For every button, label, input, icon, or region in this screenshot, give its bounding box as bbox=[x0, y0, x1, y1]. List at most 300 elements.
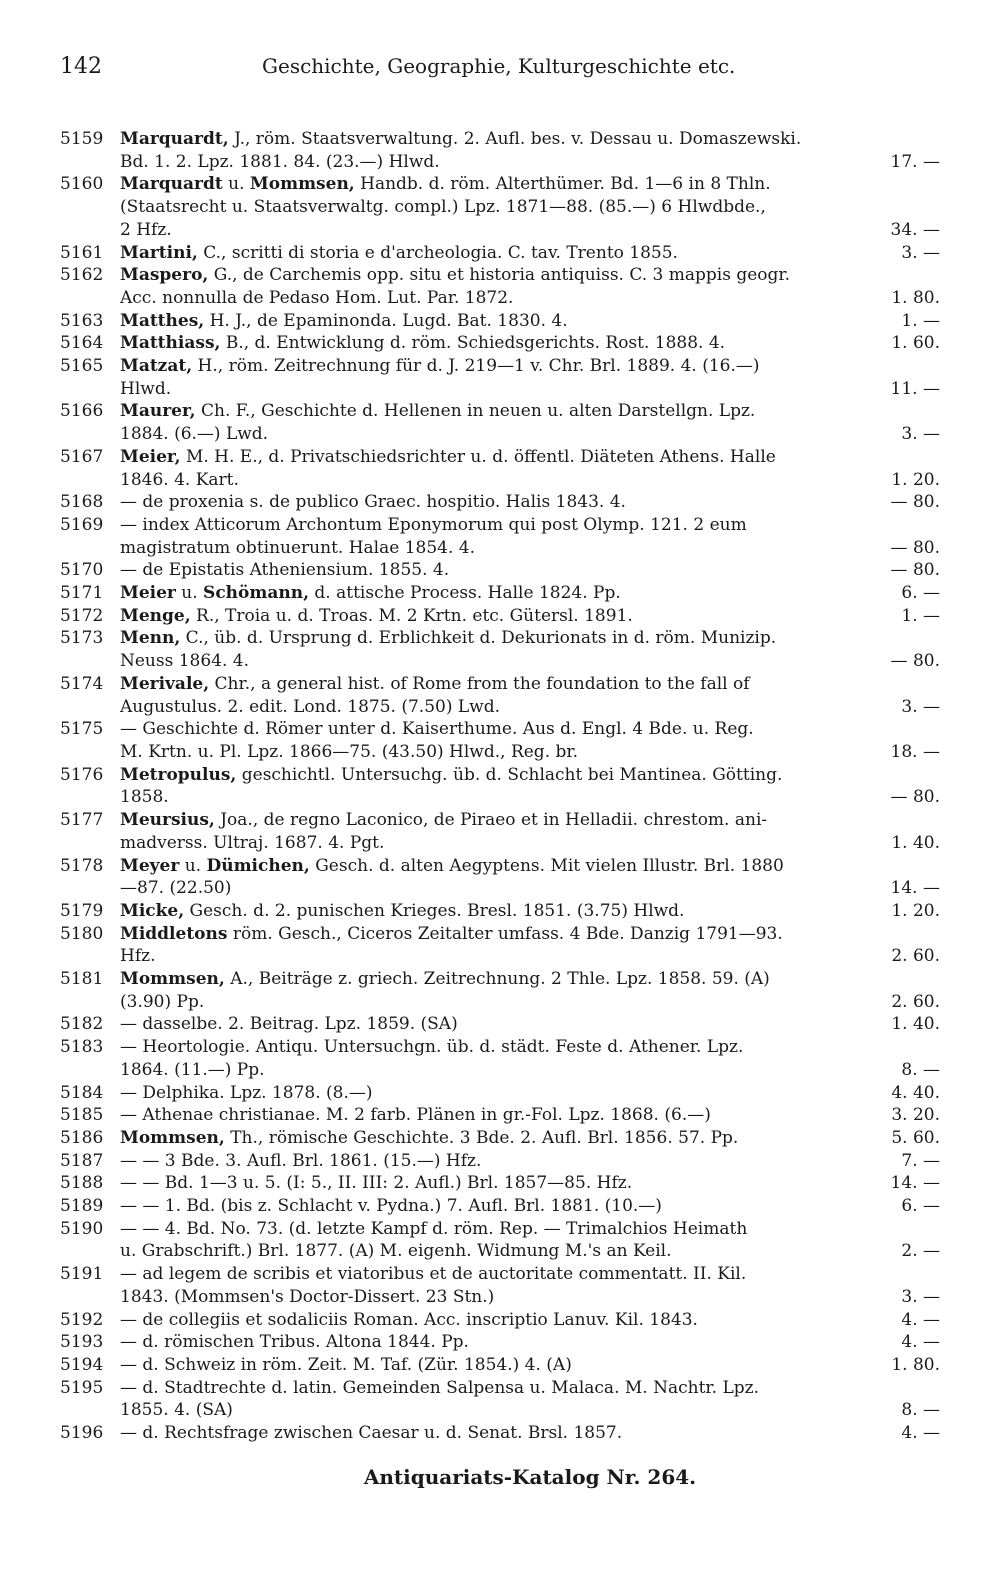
entry-text-segment: J., röm. Staatsverwaltung. 2. Aufl. bes. v. Dessau u. Domaszewski. bbox=[228, 129, 802, 149]
entry-description bbox=[120, 1422, 891, 1445]
entry-text bbox=[120, 900, 940, 923]
entry-line bbox=[120, 786, 940, 809]
entry-price: 6. — bbox=[901, 583, 940, 604]
entry-number: 5180 bbox=[60, 923, 104, 944]
entry-price: — 80. bbox=[890, 651, 940, 672]
entry-text-segment: — Heortologie. Antiqu. Untersuchgn. üb. d. städt. Feste d. Athener. Lpz. bbox=[120, 1037, 744, 1058]
entry-list bbox=[60, 128, 940, 1445]
entry-line bbox=[120, 696, 940, 719]
entry-description bbox=[120, 1354, 881, 1377]
entry-text bbox=[120, 1104, 940, 1127]
entry-description bbox=[120, 242, 891, 265]
entry-description bbox=[120, 1240, 891, 1263]
entry-description bbox=[120, 287, 881, 310]
catalog-entry bbox=[60, 1150, 940, 1173]
entry-description bbox=[120, 855, 940, 878]
catalog-entry bbox=[60, 491, 940, 514]
entry-line bbox=[120, 332, 940, 355]
entry-text-segment: — index Atticorum Archontum Eponymorum qui post Olymp. 121. 2 eum bbox=[120, 514, 747, 535]
entry-text bbox=[120, 1218, 940, 1263]
entry-number: 5161 bbox=[60, 242, 104, 263]
entry-text bbox=[120, 1127, 940, 1150]
entry-description bbox=[120, 764, 940, 787]
entry-text bbox=[120, 1309, 940, 1332]
entry-text-segment: — de proxenia s. de publico Graec. hospitio. Halis 1843. 4. bbox=[120, 492, 626, 513]
entry-line bbox=[120, 264, 940, 287]
entry-price: 1. 20. bbox=[891, 900, 940, 921]
entry-text bbox=[120, 605, 940, 628]
entry-text-segment: — Delphika. Lpz. 1878. (8.—) bbox=[120, 1082, 373, 1103]
catalog-entry bbox=[60, 1331, 940, 1354]
entry-text-segment: — d. Schweiz in röm. Zeit. M. Taf. (Zür. 1854.) 4. (A) bbox=[120, 1354, 572, 1375]
entry-number: 5194 bbox=[60, 1354, 104, 1375]
entry-line bbox=[120, 423, 940, 446]
entry-text-segment: M. H. E., d. Privatschiedsrichter u. d. öffentl. Diäteten Athens. Halle bbox=[180, 446, 776, 467]
entry-description bbox=[120, 923, 940, 946]
entry-price: 2. 60. bbox=[891, 946, 940, 967]
catalog-entry bbox=[60, 264, 940, 309]
entry-price: 2. 60. bbox=[891, 991, 940, 1012]
catalog-entry bbox=[60, 128, 940, 173]
entry-description bbox=[120, 1309, 891, 1332]
entry-text bbox=[120, 332, 940, 355]
entry-line bbox=[120, 514, 940, 537]
entry-line bbox=[120, 128, 940, 151]
entry-number: 5179 bbox=[60, 900, 104, 921]
entry-description bbox=[120, 446, 940, 469]
entry-line bbox=[120, 627, 940, 650]
entry-number: 5181 bbox=[60, 969, 104, 990]
catalog-entry bbox=[60, 173, 940, 241]
entry-text-segment: Chr., a general hist. of Rome from the foundation to the fall of bbox=[209, 673, 750, 694]
catalog-entry bbox=[60, 1309, 940, 1332]
entry-price: 14. — bbox=[890, 878, 940, 899]
entry-text-segment: C., üb. d. Ursprung d. Erblichkeit d. Dekurionats in d. röm. Munizip. bbox=[180, 628, 777, 649]
entry-text-segment: R., Troia u. d. Troas. M. 2 Krtn. etc. Gütersl. 1891. bbox=[190, 605, 633, 626]
entry-price: 1. 80. bbox=[891, 287, 940, 308]
entry-line bbox=[120, 1059, 940, 1082]
author-name: Matzat, bbox=[120, 356, 193, 377]
entry-number: 5185 bbox=[60, 1105, 104, 1126]
entry-price: 4. — bbox=[901, 1332, 940, 1353]
entry-line bbox=[120, 196, 940, 219]
catalog-entry bbox=[60, 310, 940, 333]
entry-description bbox=[120, 1218, 940, 1241]
entry-line bbox=[120, 1399, 940, 1422]
entry-line bbox=[120, 877, 940, 900]
entry-text-segment: — — 3 Bde. 3. Aufl. Brl. 1861. (15.—) Hfz. bbox=[120, 1150, 482, 1171]
entry-price: 4. — bbox=[901, 1309, 940, 1330]
entry-price: 1. 40. bbox=[891, 1014, 940, 1035]
entry-text-segment: — d. Stadtrechte d. latin. Gemeinden Salpensa u. Malaca. M. Nachtr. Lpz. bbox=[120, 1377, 759, 1398]
catalog-entry bbox=[60, 514, 940, 559]
entry-description bbox=[120, 469, 881, 492]
entry-text bbox=[120, 855, 940, 900]
entry-description bbox=[120, 491, 881, 514]
catalog-entry bbox=[60, 900, 940, 923]
entry-price: — 80. bbox=[890, 537, 940, 558]
catalog-entry bbox=[60, 627, 940, 672]
entry-text-segment: H. J., de Epaminonda. Lugd. Bat. 1830. 4. bbox=[204, 310, 568, 331]
entry-text bbox=[120, 582, 940, 605]
entry-text-segment: d. attische Process. Halle 1824. Pp. bbox=[309, 583, 621, 604]
entry-line bbox=[120, 310, 940, 333]
entry-text-segment: M. Krtn. u. Pl. Lpz. 1866—75. (43.50) Hlwd., Reg. br. bbox=[120, 741, 579, 762]
author-name: Maspero, bbox=[120, 265, 209, 286]
catalog-entry bbox=[60, 332, 940, 355]
catalog-entry bbox=[60, 1013, 940, 1036]
catalog-entry bbox=[60, 1354, 940, 1377]
entry-description bbox=[120, 809, 940, 832]
page-number: 142 bbox=[60, 54, 102, 79]
entry-line bbox=[120, 741, 940, 764]
entry-line bbox=[120, 1082, 940, 1105]
entry-text-segment: A., Beiträge z. griech. Zeitrechnung. 2 Thle. Lpz. 1858. 59. (A) bbox=[224, 969, 770, 990]
entry-text bbox=[120, 718, 940, 763]
catalog-entry bbox=[60, 242, 940, 265]
running-title: Geschichte, Geographie, Kulturgeschichte etc. bbox=[262, 54, 736, 78]
entry-description bbox=[120, 673, 940, 696]
entry-description bbox=[120, 718, 940, 741]
catalog-entry bbox=[60, 1263, 940, 1308]
entry-description bbox=[120, 537, 881, 560]
entry-price: 1. 80. bbox=[891, 1354, 940, 1375]
entry-description bbox=[120, 173, 940, 196]
entry-text-segment: u. bbox=[175, 583, 204, 604]
catalog-entry bbox=[60, 1127, 940, 1150]
entry-text-segment: röm. Gesch., Ciceros Zeitalter umfass. 4 Bde. Danzig 1791—93. bbox=[227, 923, 783, 944]
author-name: Middletons bbox=[120, 923, 228, 944]
author-name: Meier, bbox=[120, 446, 181, 467]
catalog-entry bbox=[60, 968, 940, 1013]
catalog-entry bbox=[60, 605, 940, 628]
entry-number: 5166 bbox=[60, 401, 104, 422]
catalog-entry bbox=[60, 559, 940, 582]
entry-description bbox=[120, 128, 940, 151]
entry-price: — 80. bbox=[890, 787, 940, 808]
author-name: Mommsen, bbox=[249, 174, 355, 195]
author-name: Menn, bbox=[120, 628, 181, 649]
entry-line bbox=[120, 400, 940, 423]
entry-text-segment: Joa., de regno Laconico, de Piraeo et in Helladii. chrestom. ani- bbox=[214, 810, 768, 831]
entry-number: 5190 bbox=[60, 1218, 104, 1239]
entry-description bbox=[120, 196, 940, 219]
entry-text-segment: — — 4. Bd. No. 73. (d. letzte Kampf d. röm. Rep. — Trimalchios Heimath bbox=[120, 1218, 748, 1239]
entry-price: — 80. bbox=[890, 492, 940, 513]
entry-description bbox=[120, 1286, 891, 1309]
catalog-entry bbox=[60, 1104, 940, 1127]
entry-text bbox=[120, 1082, 940, 1105]
entry-description bbox=[120, 310, 891, 333]
entry-text-segment: u. bbox=[179, 855, 207, 876]
entry-description bbox=[120, 627, 940, 650]
entry-description bbox=[120, 355, 940, 378]
entry-line bbox=[120, 968, 940, 991]
entry-description bbox=[120, 219, 881, 242]
entry-price: 1. — bbox=[901, 605, 940, 626]
entry-description bbox=[120, 151, 881, 174]
entry-price: 34. — bbox=[890, 219, 940, 240]
entry-line bbox=[120, 1172, 940, 1195]
entry-number: 5176 bbox=[60, 764, 104, 785]
entry-description bbox=[120, 559, 881, 582]
entry-price: 1. — bbox=[901, 310, 940, 331]
entry-number: 5191 bbox=[60, 1264, 104, 1285]
entry-text-segment: 1858. bbox=[120, 787, 169, 808]
author-name: Matthes, bbox=[120, 310, 205, 331]
entry-text bbox=[120, 1263, 940, 1308]
entry-description bbox=[120, 650, 881, 673]
catalog-footer: Antiquariats-Katalog Nr. 264. bbox=[363, 1464, 697, 1489]
entry-description bbox=[120, 832, 881, 855]
author-name: Mommsen, bbox=[120, 1127, 225, 1148]
author-name: Menge, bbox=[120, 605, 191, 626]
entry-description bbox=[120, 786, 881, 809]
entry-line bbox=[120, 764, 940, 787]
entry-text bbox=[120, 559, 940, 582]
entry-price: 4. 40. bbox=[891, 1082, 940, 1103]
entry-line bbox=[120, 1377, 940, 1400]
entry-price: 1. 40. bbox=[891, 832, 940, 853]
entry-text-segment: Hfz. bbox=[120, 946, 156, 967]
entry-line bbox=[120, 1309, 940, 1332]
author-name: Matthiass, bbox=[120, 333, 221, 354]
entry-text-segment: — Geschichte d. Römer unter d. Kaiserthume. Aus d. Engl. 4 Bde. u. Reg. bbox=[120, 719, 754, 740]
entry-line bbox=[120, 1104, 940, 1127]
entry-description bbox=[120, 945, 881, 968]
entry-number: 5172 bbox=[60, 605, 104, 626]
catalog-entry bbox=[60, 1422, 940, 1445]
entry-text-segment: u. bbox=[222, 174, 250, 195]
entry-text bbox=[120, 128, 940, 173]
entry-line bbox=[120, 1240, 940, 1263]
author-name: Marquardt, bbox=[120, 129, 229, 149]
author-name: Schömann, bbox=[203, 583, 310, 604]
entry-number: 5193 bbox=[60, 1332, 104, 1353]
entry-description bbox=[120, 741, 881, 764]
entry-text-segment: 1864. (11.—) Pp. bbox=[120, 1059, 265, 1080]
entry-text bbox=[120, 355, 940, 400]
entry-description bbox=[120, 1150, 891, 1173]
entry-description bbox=[120, 696, 891, 719]
entry-line bbox=[120, 1218, 940, 1241]
entry-description bbox=[120, 605, 891, 628]
entry-line bbox=[120, 378, 940, 401]
author-name: Mommsen, bbox=[120, 969, 225, 990]
entry-line bbox=[120, 219, 940, 242]
entry-number: 5187 bbox=[60, 1150, 104, 1171]
entry-text-segment: geschichtl. Untersuchg. üb. d. Schlacht bei Mantinea. Götting. bbox=[236, 764, 783, 785]
entry-description bbox=[120, 400, 940, 423]
entry-line bbox=[120, 900, 940, 923]
entry-number: 5188 bbox=[60, 1173, 104, 1194]
catalog-entry bbox=[60, 1377, 940, 1422]
author-name: Meyer bbox=[120, 855, 180, 876]
entry-text-segment: — — Bd. 1—3 u. 5. (I: 5., II. III: 2. Aufl.) Brl. 1857—85. Hfz. bbox=[120, 1173, 633, 1194]
entry-description bbox=[120, 1059, 891, 1082]
author-name: Meier bbox=[120, 583, 176, 604]
entry-price: 1. 60. bbox=[891, 333, 940, 354]
entry-text bbox=[120, 173, 940, 241]
author-name: Dümichen, bbox=[206, 855, 310, 876]
entry-text bbox=[120, 968, 940, 1013]
entry-text-segment: Th., römische Geschichte. 3 Bde. 2. Aufl. Brl. 1856. 57. Pp. bbox=[224, 1127, 739, 1148]
entry-text bbox=[120, 673, 940, 718]
entry-line bbox=[120, 650, 940, 673]
entry-text-segment: H., röm. Zeitrechnung für d. J. 219—1 v. Chr. Brl. 1889. 4. (16.—) bbox=[192, 356, 760, 377]
entry-number: 5183 bbox=[60, 1037, 104, 1058]
entry-text bbox=[120, 1195, 940, 1218]
entry-description bbox=[120, 877, 881, 900]
entry-text bbox=[120, 1013, 940, 1036]
entry-line bbox=[120, 1150, 940, 1173]
entry-number: 5178 bbox=[60, 855, 104, 876]
entry-line bbox=[120, 718, 940, 741]
page-header bbox=[60, 54, 940, 94]
author-name: Meursius, bbox=[120, 810, 215, 831]
entry-line bbox=[120, 582, 940, 605]
catalog-entry bbox=[60, 923, 940, 968]
entry-description bbox=[120, 1104, 881, 1127]
entry-description bbox=[120, 1127, 881, 1150]
author-name: Micke, bbox=[120, 900, 185, 921]
entry-line bbox=[120, 446, 940, 469]
entry-text bbox=[120, 1150, 940, 1173]
entry-text bbox=[120, 491, 940, 514]
entry-text bbox=[120, 1422, 940, 1445]
entry-text-segment: — dasselbe. 2. Beitrag. Lpz. 1859. (SA) bbox=[120, 1014, 458, 1035]
entry-text-segment: B., d. Entwicklung d. röm. Schiedsgerichts. Rost. 1888. 4. bbox=[220, 333, 726, 354]
entry-line bbox=[120, 923, 940, 946]
entry-text-segment: — ad legem de scribis et viatoribus et de auctoritate commentatt. II. Kil. bbox=[120, 1264, 747, 1285]
entry-text-segment: 1884. (6.—) Lwd. bbox=[120, 424, 269, 445]
entry-number: 5186 bbox=[60, 1127, 104, 1148]
entry-line bbox=[120, 991, 940, 1014]
entry-price: 2. — bbox=[901, 1241, 940, 1262]
entry-price: — 80. bbox=[890, 560, 940, 581]
entry-text bbox=[120, 242, 940, 265]
entry-text-segment: C., scritti di storia e d'archeologia. C. tav. Trento 1855. bbox=[197, 242, 678, 263]
entry-text bbox=[120, 446, 940, 491]
entry-description bbox=[120, 1399, 891, 1422]
entry-line bbox=[120, 491, 940, 514]
entry-text-segment: — de Epistatis Atheniensium. 1855. 4. bbox=[120, 560, 450, 581]
entry-text-segment: Neuss 1864. 4. bbox=[120, 651, 250, 672]
entry-line bbox=[120, 673, 940, 696]
entry-text-segment: Handb. d. röm. Alterthümer. Bd. 1—6 in 8 Thln. bbox=[354, 174, 771, 195]
entry-description bbox=[120, 1195, 891, 1218]
entry-text-segment: madverss. Ultraj. 1687. 4. Pgt. bbox=[120, 832, 385, 853]
entry-line bbox=[120, 355, 940, 378]
entry-text-segment: 1855. 4. (SA) bbox=[120, 1400, 233, 1421]
entry-text-segment: 1843. (Mommsen's Doctor-Dissert. 23 Stn.) bbox=[120, 1286, 495, 1307]
entry-number: 5182 bbox=[60, 1014, 104, 1035]
entry-price: 8. — bbox=[901, 1059, 940, 1080]
entry-line bbox=[120, 287, 940, 310]
entry-text bbox=[120, 264, 940, 309]
entry-price: 3. 20. bbox=[891, 1105, 940, 1126]
entry-text-segment: Gesch. d. 2. punischen Krieges. Bresl. 1851. (3.75) Hlwd. bbox=[184, 900, 685, 921]
entry-text bbox=[120, 923, 940, 968]
entry-line bbox=[120, 1195, 940, 1218]
catalog-entry bbox=[60, 855, 940, 900]
entry-description bbox=[120, 1013, 881, 1036]
author-name: Maurer, bbox=[120, 401, 196, 422]
entry-text bbox=[120, 1172, 940, 1195]
entry-number: 5162 bbox=[60, 265, 104, 286]
catalog-entry bbox=[60, 1172, 940, 1195]
entry-text-segment: 2 Hfz. bbox=[120, 219, 172, 240]
entry-number: 5192 bbox=[60, 1309, 104, 1330]
entry-line bbox=[120, 559, 940, 582]
entry-number: 5171 bbox=[60, 583, 104, 604]
entry-line bbox=[120, 832, 940, 855]
entry-description bbox=[120, 332, 881, 355]
entry-line bbox=[120, 1013, 940, 1036]
entry-line bbox=[120, 537, 940, 560]
entry-number: 5159 bbox=[60, 129, 104, 149]
entry-line bbox=[120, 242, 940, 265]
entry-text bbox=[120, 1354, 940, 1377]
catalog-entry bbox=[60, 1218, 940, 1263]
entry-description bbox=[120, 968, 940, 991]
entry-text-segment: — d. Rechtsfrage zwischen Caesar u. d. Senat. Brsl. 1857. bbox=[120, 1423, 623, 1444]
entry-text bbox=[120, 1377, 940, 1422]
entry-text-segment: — Athenae christianae. M. 2 farb. Plänen in gr.-Fol. Lpz. 1868. (6.—) bbox=[120, 1105, 711, 1126]
entry-text-segment: —87. (22.50) bbox=[120, 878, 232, 899]
entry-text-segment: u. Grabschrift.) Brl. 1877. (A) M. eigenh. Widmung M.'s an Keil. bbox=[120, 1241, 672, 1262]
entry-price: 3. — bbox=[901, 1286, 940, 1307]
author-name: Marquardt bbox=[120, 174, 223, 195]
entry-description bbox=[120, 900, 881, 923]
entry-description bbox=[120, 1036, 940, 1059]
entry-description bbox=[120, 991, 881, 1014]
entry-description bbox=[120, 423, 891, 446]
entry-text-segment: — d. römischen Tribus. Altona 1844. Pp. bbox=[120, 1332, 469, 1353]
entry-number: 5189 bbox=[60, 1196, 104, 1217]
entry-line bbox=[120, 469, 940, 492]
catalog-entry bbox=[60, 446, 940, 491]
entry-text bbox=[120, 400, 940, 445]
entry-price: 14. — bbox=[890, 1173, 940, 1194]
entry-number: 5163 bbox=[60, 310, 104, 331]
entry-description bbox=[120, 1263, 940, 1286]
author-name: Martini, bbox=[120, 242, 198, 263]
entry-text bbox=[120, 1331, 940, 1354]
entry-number: 5184 bbox=[60, 1082, 104, 1103]
entry-description bbox=[120, 264, 940, 287]
catalog-entry bbox=[60, 764, 940, 809]
entry-line bbox=[120, 1127, 940, 1150]
entry-number: 5174 bbox=[60, 673, 104, 694]
entry-price: 3. — bbox=[901, 424, 940, 445]
entry-number: 5160 bbox=[60, 174, 104, 195]
entry-description bbox=[120, 1172, 881, 1195]
entry-line bbox=[120, 855, 940, 878]
catalog-entry bbox=[60, 400, 940, 445]
entry-line bbox=[120, 1286, 940, 1309]
entry-text-segment: (Staatsrecht u. Staatsverwaltg. compl.) Lpz. 1871—88. (85.—) 6 Hlwdbde., bbox=[120, 197, 766, 218]
entry-text-segment: — de collegiis et sodaliciis Roman. Acc. inscriptio Lanuv. Kil. 1843. bbox=[120, 1309, 698, 1330]
entry-price: 5. 60. bbox=[891, 1127, 940, 1148]
entry-line bbox=[120, 1354, 940, 1377]
entry-number: 5164 bbox=[60, 333, 104, 354]
entry-line bbox=[120, 809, 940, 832]
entry-price: 4. — bbox=[901, 1423, 940, 1444]
entry-text bbox=[120, 514, 940, 559]
entry-text bbox=[120, 809, 940, 854]
entry-description bbox=[120, 1331, 891, 1354]
